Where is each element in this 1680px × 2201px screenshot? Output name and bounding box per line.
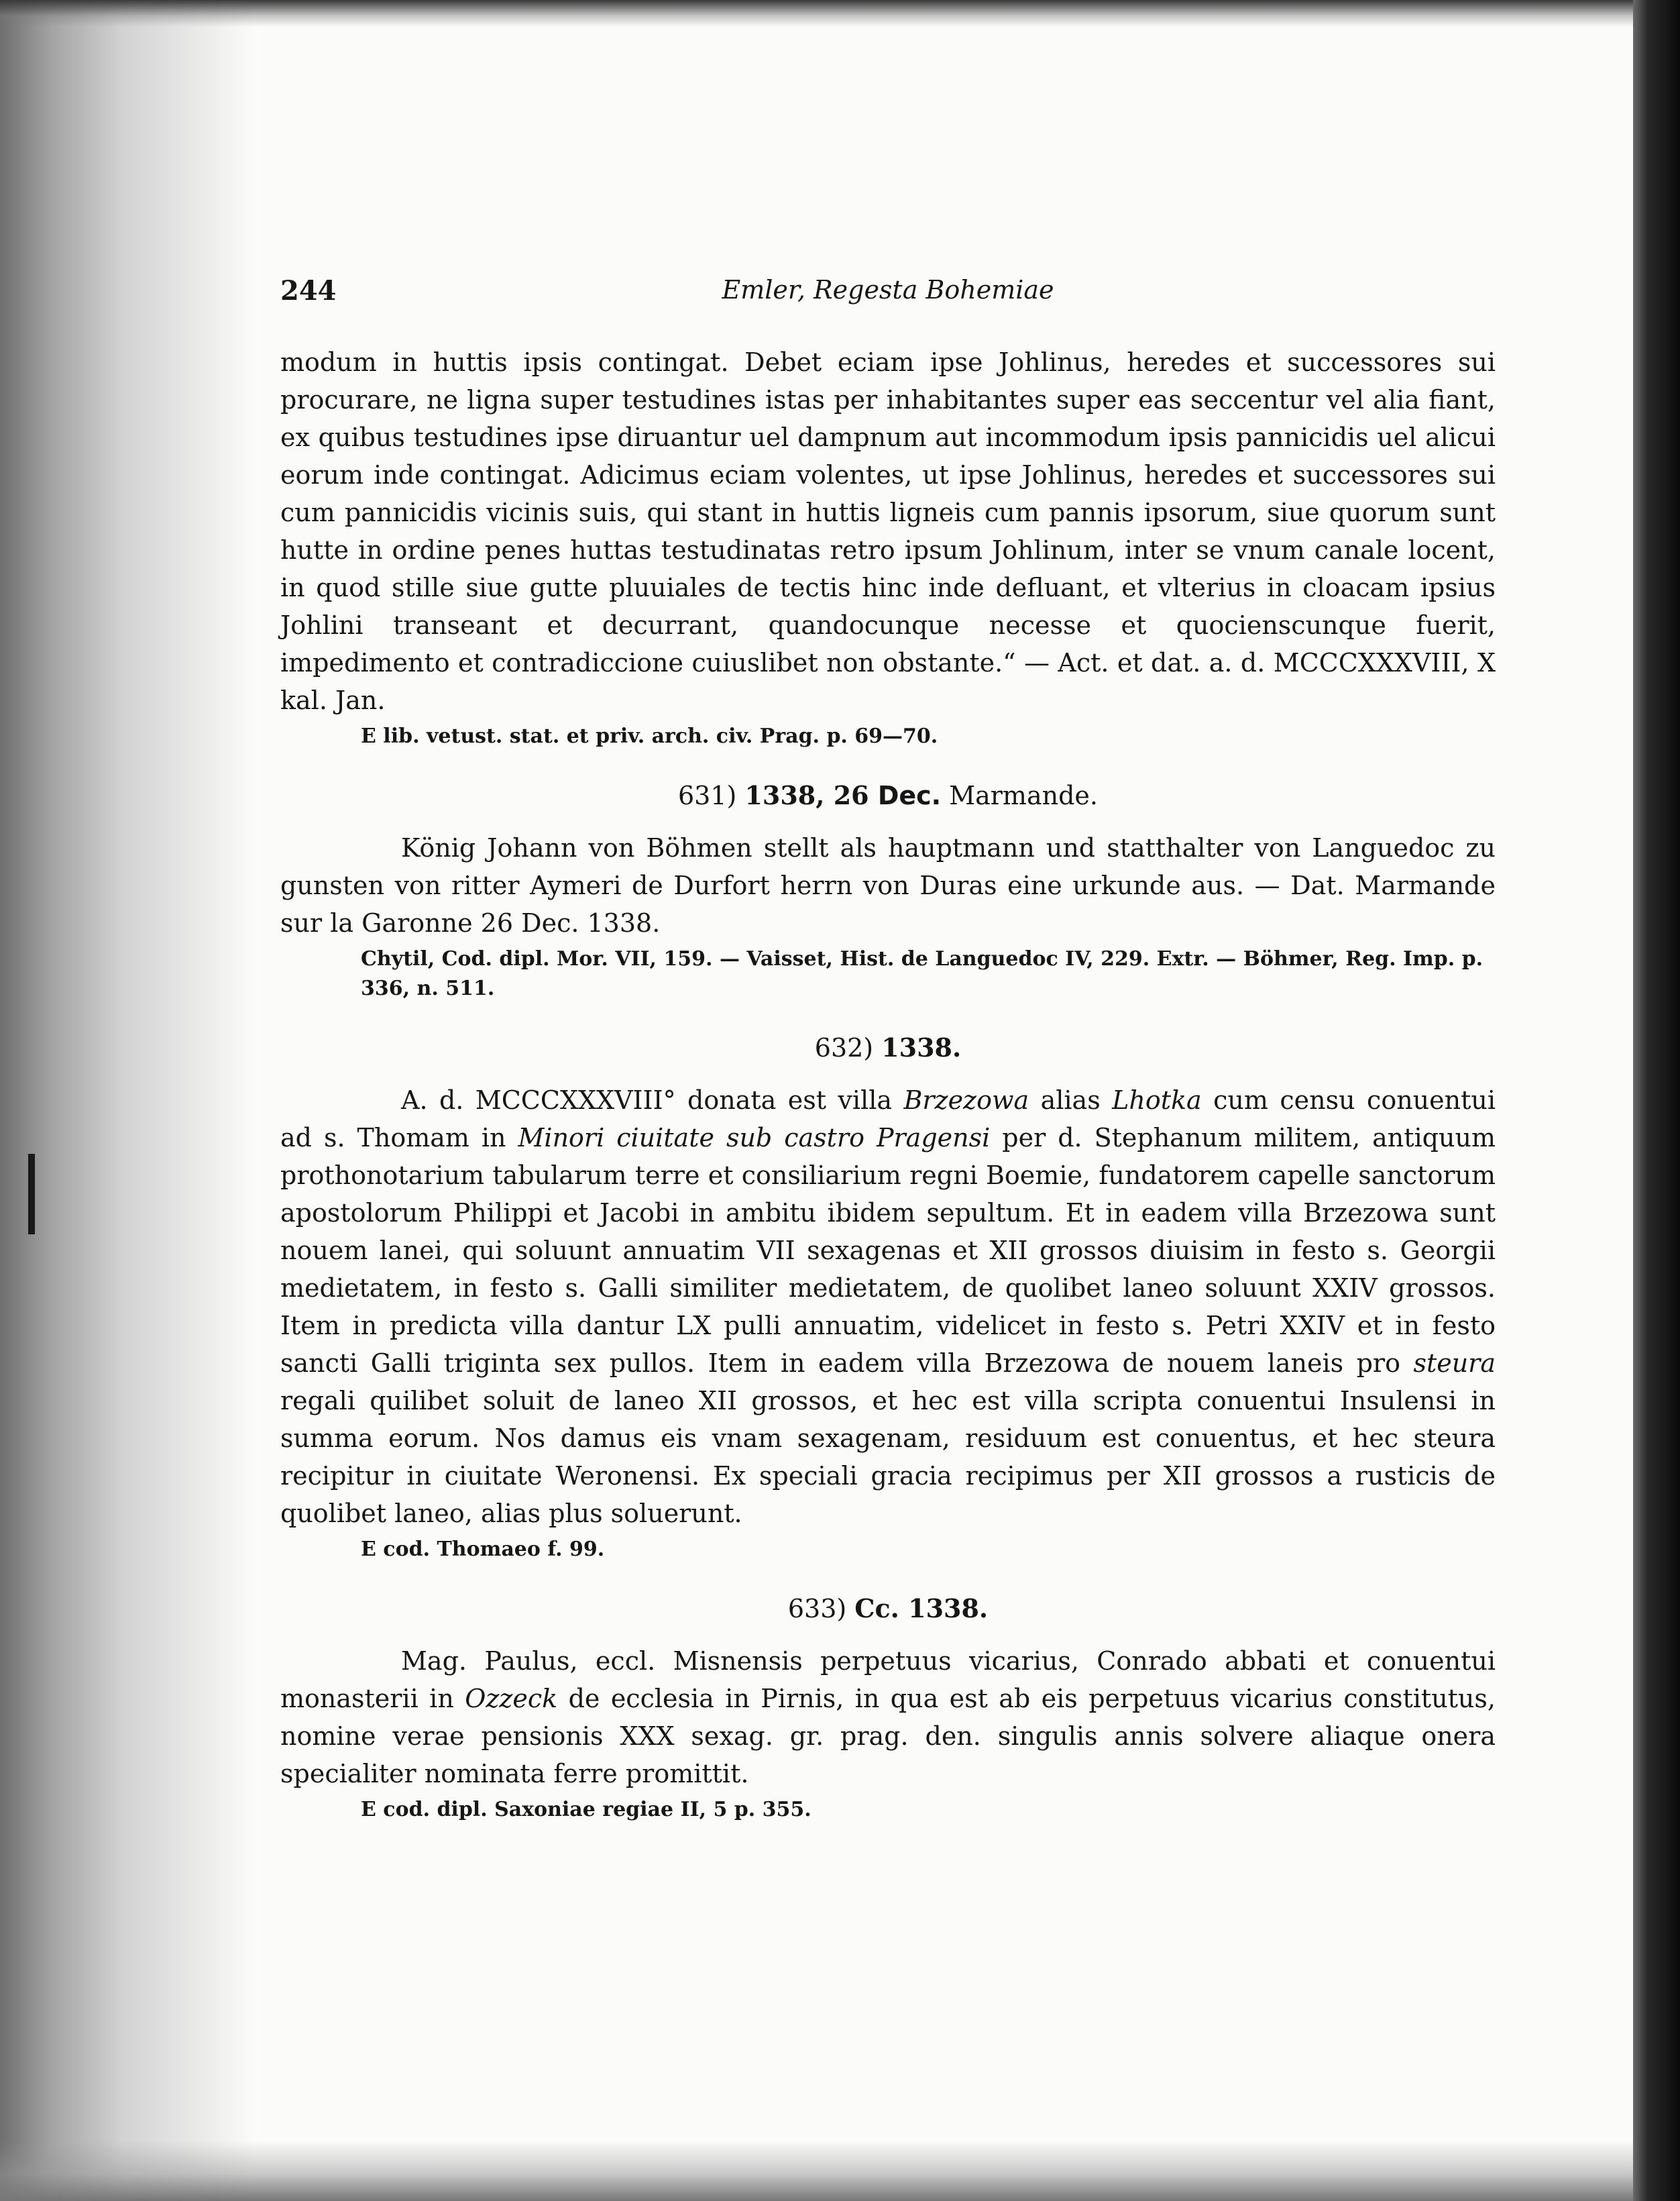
place-name-italic: Brzezowa xyxy=(903,1085,1029,1115)
entry-date xyxy=(744,780,941,810)
continuation-paragraph: modum in huttis ipsis contingat. Debet eciam ipse Johlinus, heredes et successores sui procurare, ne ligna super testudines istas per inhabitantes super eas seccentur vel alia fiant, ex quibus testudines ipse diruantur uel dampnum aut incommodum ipsis pannicidis uel alicui eorum inde contingat. Adicimus eciam volentes, ut ipse Johlinus, heredes et successores sui cum pannicidis vicinis suis, qui stant in huttis ligneis cum pannis ipsorum, siue quorum sunt hutte in ordine penes huttas testudinatas retro ipsum Johlinum, inter se vnum canale locent, in quod stille siue gutte pluuiales de tectis hinc inde defluant, et vlterius in cloacam ipsius Johlini transeant et decurrant, quandocunque necesse et quocienscunque fuerit, impedimento et contradiccione cuiuslibet non obstante.“ — Act. et dat. a. d. MCCCXXXVIII, X kal. Jan. xyxy=(280,347,1496,715)
entry-date: 1338. xyxy=(881,1032,962,1063)
text-run: per d. Stephanum militem, antiquum prothonotarium tabularum terre et consiliarium regni Boemie, fundatorem capelle sanctorum apostolorum Philippi et Jacobi in ambitu ibidem sepultum. Et in eadem villa Brzezowa sunt nouem lanei, qui soluunt annuatim VII sexagenas et XII grossos diuisim in festo s. Georgii medietatem, in festo s. Galli similiter medietatem, de quolibet laneo soluunt XXIV grossos. Item in predicta villa dantur LX pulli annuatim, videlicet in festo s. Petri XXIV et in festo sancti Galli triginta sex pullos. Item in eadem villa Brzezowa de nouem laneis pro xyxy=(280,1123,1496,1378)
text-run: alias xyxy=(1029,1085,1113,1115)
entry-633-text xyxy=(280,1642,1496,1792)
entry-632-text xyxy=(280,1081,1496,1532)
page-number: 244 xyxy=(280,275,337,307)
entry-date: Cc. 1338. xyxy=(854,1593,989,1623)
text-run: A. d. MCCCXXXVIII° donata est villa xyxy=(401,1085,904,1115)
place-name-italic: Ozzeck xyxy=(465,1684,558,1713)
term-italic: steura xyxy=(1413,1348,1496,1378)
scan-shadow-left xyxy=(0,0,255,2201)
place-name-italic: Minori ciuitate sub castro Pragensi xyxy=(518,1123,991,1152)
text-run: cum censu conuentui ad s. Thomam in xyxy=(280,1085,1496,1152)
entry-632-heading xyxy=(280,1029,1496,1067)
entry-631-source: Chytil, Cod. dipl. Mor. VII, 159. — Vaisset, Hist. de Languedoc IV, 229. Extr. — Böhmer, Reg. Imp. p. 336, n. 511. xyxy=(361,947,1483,1000)
running-title: Emler, Regesta Bohemiae xyxy=(722,275,1054,305)
entry-number: 633) xyxy=(787,1594,847,1623)
entry-date-day: 26 xyxy=(833,780,869,810)
place-name-italic: Lhotka xyxy=(1112,1085,1202,1115)
page xyxy=(280,0,1496,2201)
entry-number: 632) xyxy=(814,1033,874,1063)
continuation-source: E lib. vetust. stat. et priv. arch. civ. Prag. p. 69—70. xyxy=(361,724,938,748)
body-text xyxy=(280,343,1496,1825)
text-run: regali quilibet soluit de laneo XII grossos, et hec est villa scripta conuentui Insulensi in summa eorum. Nos damus eis vnam sexagenam, residuum est conuentus, et hec steura recipitur in ciuitate Weronensi. Ex speciali gracia recipimus per XII grossos a rusticis de quolibet laneo, alias plus soluerunt. xyxy=(280,1386,1496,1528)
entry-date-month: Dec. xyxy=(877,781,942,810)
entry-date-year: 1338, xyxy=(744,780,825,810)
entry-632-source: E cod. Thomaeo f. 99. xyxy=(361,1538,605,1561)
running-head xyxy=(280,275,1496,315)
scan-edge-right xyxy=(1633,0,1680,2201)
entry-633-source: E cod. dipl. Saxoniae regiae II, 5 p. 355. xyxy=(361,1798,811,1821)
text-run: Mag. Paulus, eccl. Misnensis perpetuus vicarius, Conrado abbati et conuentui monasterii in xyxy=(280,1646,1496,1713)
entry-633-heading xyxy=(280,1590,1496,1627)
entry-631-text: König Johann von Böhmen stellt als hauptmann und statthalter von Languedoc zu gunsten von ritter Aymeri de Durfort herrn von Duras eine urkunde aus. — Dat. Marmande sur la Garonne 26 Dec. 1338. xyxy=(280,833,1496,938)
entry-place: Marmande. xyxy=(949,781,1098,810)
entry-number: 631) xyxy=(678,781,737,810)
text-run: de ecclesia in Pirnis, in qua est ab eis perpetuus vicarius constitutus, nomine verae pensionis XXX sexag. gr. prag. den. singulis annis solvere aliaque onera specialiter nominata ferre promittit. xyxy=(280,1684,1496,1788)
binding-mark xyxy=(28,1154,35,1234)
entry-631-heading xyxy=(280,777,1496,814)
